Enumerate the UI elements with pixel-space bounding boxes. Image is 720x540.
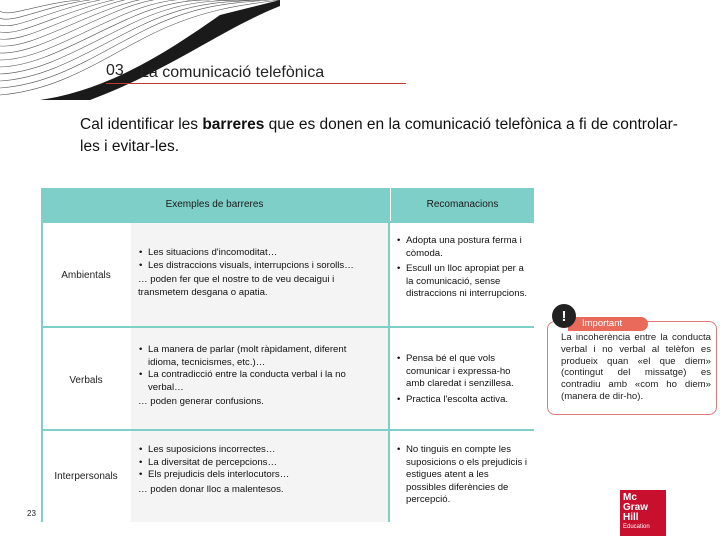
list-item: • Les suposicions incorrectes… bbox=[148, 444, 378, 457]
row-1-examples-tail: … poden fer que el nostre to de veu decaigui i transmetem desgana o apatia. bbox=[138, 274, 335, 298]
important-text: La incoherència entre la conducta verbal i no verbal al telèfon es produeix quan «el que diem» (contingut del missatge) es contradiu amb «com ho diem» (manera de dir-ho). bbox=[561, 332, 711, 402]
chapter-number: 03 bbox=[106, 62, 124, 79]
page-number: 23 bbox=[27, 509, 36, 518]
page-title: La comunicació telefònica bbox=[140, 64, 325, 81]
row-divider-1 bbox=[41, 326, 534, 328]
important-callout bbox=[546, 302, 718, 414]
logo-line-4: Education bbox=[623, 524, 650, 530]
row-2-examples-tail: … poden generar confusions. bbox=[138, 396, 264, 408]
list-item: • Les situacions d'incomoditat… bbox=[148, 247, 378, 260]
header-divider bbox=[41, 221, 534, 223]
row-1-recommendations bbox=[396, 235, 530, 301]
row-label-interpersonals: Interpersonals bbox=[54, 471, 118, 482]
list-item: • La manera de parlar (molt ràpidament, diferent idioma, tecnicismes, etc.)… bbox=[148, 344, 378, 369]
row-3-examples bbox=[138, 444, 378, 496]
list-item: • Pensa bé el que vols comunicar i expressa-ho amb claredat i senzillesa. bbox=[406, 353, 530, 391]
list-item: • Les distraccions visuals, interrupcions i sorolls… bbox=[148, 260, 378, 273]
logo-line-3: Hill bbox=[623, 512, 639, 523]
intro-text-bold: barreres bbox=[202, 116, 265, 133]
list-item: • La contradicció entre la conducta verbal i la no verbal… bbox=[148, 369, 378, 394]
list-item: • Adopta una postura ferma i còmoda. bbox=[406, 235, 530, 260]
intro-text-before: Cal identificar les bbox=[80, 116, 203, 133]
table-header-recommendations: Recomanacions bbox=[391, 188, 534, 221]
exclamation-icon: ! bbox=[552, 304, 576, 328]
intro-paragraph bbox=[80, 114, 680, 158]
row-divider-2 bbox=[41, 429, 534, 431]
list-item: • Escull un lloc apropiat per a la comunicació, sense distraccions ni interrupcions. bbox=[406, 263, 530, 301]
important-title: Important bbox=[568, 317, 648, 331]
list-item: • Practica l'escolta activa. bbox=[406, 394, 530, 407]
row-3-recommendations bbox=[396, 444, 530, 507]
publisher-logo bbox=[620, 490, 666, 536]
list-item: • La diversitat de percepcions… bbox=[148, 457, 378, 470]
logo-line-2: Graw bbox=[623, 502, 649, 513]
logo-line-1: Mc bbox=[623, 492, 637, 503]
list-item: • Els prejudicis dels interlocutors… bbox=[148, 469, 378, 482]
intro-text-after: que es donen en la comunicació telefònica a fi de controlar-les i evitar-les. bbox=[80, 116, 678, 155]
column-divider bbox=[388, 188, 390, 522]
list-item: • No tinguis en compte les suposicions o els prejudicis i estigues atent a les possibles diferències de percepció. bbox=[406, 444, 530, 507]
row-label-ambientals: Ambientals bbox=[61, 270, 111, 281]
table-header-examples: Exemples de barreres bbox=[41, 188, 388, 221]
row-1-examples bbox=[138, 247, 378, 299]
row-2-recommendations bbox=[396, 353, 530, 406]
title-underline bbox=[106, 83, 406, 84]
barriers-table bbox=[41, 188, 534, 522]
row-2-examples bbox=[138, 344, 378, 409]
row-3-examples-tail: … poden donar lloc a malentesos. bbox=[138, 483, 284, 495]
row-label-verbals: Verbals bbox=[69, 375, 103, 386]
decorative-wave-lines bbox=[0, 0, 280, 100]
